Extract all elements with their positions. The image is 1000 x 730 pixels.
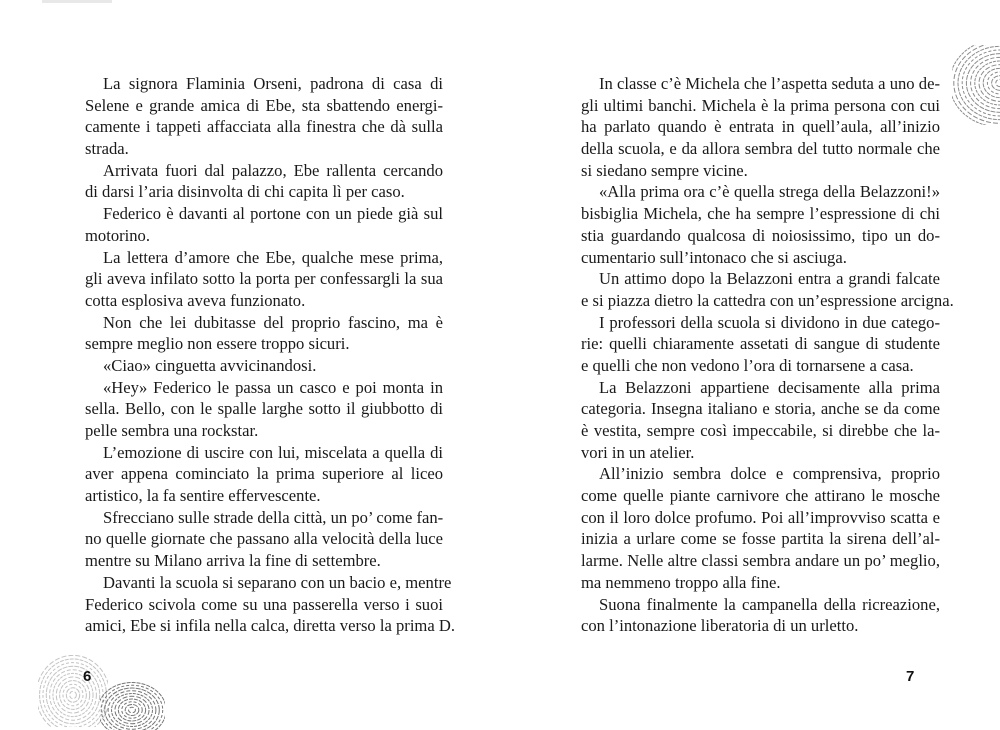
paragraph: [85, 355, 443, 377]
right-text-column: [581, 73, 940, 637]
text-line: sella. Bello, con le spalle larghe sotto il giubbotto di: [85, 398, 443, 420]
text-line: bisbiglia Michela, che ha sempre l’espressione di chi: [581, 203, 940, 225]
paragraph: [581, 312, 940, 377]
paragraph: [581, 463, 940, 593]
text-line: come quelle piante carnivore che attirano le mosche: [581, 485, 940, 507]
text-line: La Belazzoni appartiene decisamente alla prima: [581, 377, 940, 399]
text-line: categoria. Insegna italiano e storia, anche se da come: [581, 398, 940, 420]
paragraph: [85, 442, 443, 507]
text-line: L’emozione di uscire con lui, miscelata a quella di: [85, 442, 443, 464]
fingerprint-ridge: [996, 79, 1000, 86]
text-line: no quelle giornate che passano alla velocità della luce: [85, 528, 443, 550]
text-line: di darsi l’aria disinvolta di chi capita lì per caso.: [85, 181, 443, 203]
fingerprint-ridge: [112, 694, 153, 727]
left-page: [0, 0, 500, 725]
text-line: si siedano sempre vicine.: [581, 160, 940, 182]
fingerprint-icon: [38, 655, 108, 727]
text-line: «Hey» Federico le passa un casco e poi monta in: [85, 377, 443, 399]
text-line: «Alla prima ora c’è quella strega della Belazzoni!»: [581, 181, 940, 203]
text-line: All’inizio sembra dolce e comprensiva, proprio: [581, 463, 940, 485]
fingerprint-ridge: [70, 691, 77, 698]
text-line: «Ciao» cinguetta avvicinandosi.: [85, 355, 443, 377]
fingerprint-ridge: [125, 705, 139, 716]
text-line: La signora Flaminia Orseni, padrona di casa di: [85, 73, 443, 95]
text-line: larme. Nelle altre classi sembra andare un po’ meglio,: [581, 550, 940, 572]
text-line: gli aveva infilato sotto la porta per confessargli la sua: [85, 268, 443, 290]
text-line: sempre meglio non essere troppo sicuri.: [85, 333, 443, 355]
text-line: e quelli che non vedono l’ora di tornarsene a casa.: [581, 355, 940, 377]
paragraph: [581, 377, 940, 464]
text-line: Un attimo dopo la Belazzoni entra a grandi falcate: [581, 268, 940, 290]
text-line: gli ultimi banchi. Michela è la prima persona con cui: [581, 95, 940, 117]
paragraph: [85, 572, 443, 637]
text-line: camente i tappeti affacciata alla finestra che dà sulla: [85, 116, 443, 138]
text-line: vori in un atelier.: [581, 442, 940, 464]
text-line: ha parlato quando è entrata in quell’aula, all’inizio: [581, 116, 940, 138]
text-line: motorino.: [85, 225, 443, 247]
paragraph: [85, 247, 443, 312]
paragraph: [581, 594, 940, 637]
left-text-column: [85, 73, 443, 637]
text-line: è vestita, sempre così impeccabile, si direbbe che la-: [581, 420, 940, 442]
fingerprint-icon: [100, 680, 165, 730]
text-line: della scuola, e da allora sembra del tutto normale che: [581, 138, 940, 160]
fingerprint-ridge: [129, 707, 136, 713]
right-page: [500, 0, 1000, 725]
paragraph: [85, 377, 443, 442]
paragraph: [85, 507, 443, 572]
text-line: con il loro dolce profumo. Poi all’improvviso scatta e: [581, 507, 940, 529]
paragraph: [85, 160, 443, 203]
fingerprint-ridge: [118, 699, 145, 721]
text-line: Federico è davanti al portone con un piede già sul: [85, 203, 443, 225]
text-line: con l’intonazione liberatoria di un urletto.: [581, 615, 940, 637]
text-line: ma nemmeno troppo alla fine.: [581, 572, 940, 594]
text-line: cotta esplosiva aveva funzionato.: [85, 290, 443, 312]
text-line: inizia a urlare come se fosse partita la sirena dell’al-: [581, 528, 940, 550]
fingerprint-ridge: [987, 72, 1000, 94]
text-line: amici, Ebe si infila nella calca, diretta verso la prima D.: [85, 615, 443, 637]
text-line: I professori della scuola si dividono in due catego-: [581, 312, 940, 334]
text-line: Sfrecciano sulle strade della città, un po’ come fan-: [85, 507, 443, 529]
text-line: strada.: [85, 138, 443, 160]
paragraph: [85, 73, 443, 160]
text-line: pelle sembra una rockstar.: [85, 420, 443, 442]
page-number: 7: [906, 668, 914, 685]
fingerprint-icon: [952, 45, 1000, 125]
text-line: Selene e grande amica di Ebe, sta sbattendo energi-: [85, 95, 443, 117]
page-number: 6: [83, 668, 91, 685]
text-line: cumentario sull’intonaco che si asciuga.: [581, 247, 940, 269]
text-line: mentre su Milano arriva la fine di settembre.: [85, 550, 443, 572]
fingerprint-ridge: [115, 696, 149, 724]
paragraph: [85, 312, 443, 355]
text-line: e si piazza dietro la cattedra con un’espressione arcigna.: [581, 290, 940, 312]
fingerprint-ridge: [66, 688, 79, 702]
fingerprint-ridge: [979, 65, 1000, 102]
paragraph: [581, 181, 940, 268]
paragraph: [581, 268, 940, 311]
text-line: Suona finalmente la campanella della ricreazione,: [581, 594, 940, 616]
text-line: aver appena cominciato la prima superiore al liceo: [85, 463, 443, 485]
fingerprint-ridge: [46, 666, 99, 724]
text-line: stia guardando qualcosa di noiosissimo, tipo un do-: [581, 225, 940, 247]
paragraph: [581, 73, 940, 181]
text-line: In classe c’è Michela che l’aspetta seduta a uno de-: [581, 73, 940, 95]
text-line: Davanti la scuola si separano con un bacio e, mentre: [85, 572, 443, 594]
text-line: rie: quelli chiaramente assetati di sangue di studente: [581, 333, 940, 355]
text-line: Non che lei dubitasse del proprio fascino, ma è: [85, 312, 443, 334]
text-line: Federico scivola come su una passerella verso i suoi: [85, 594, 443, 616]
text-line: La lettera d’amore che Ebe, qualche mese prima,: [85, 247, 443, 269]
paragraph: [85, 203, 443, 246]
text-line: Arrivata fuori dal palazzo, Ebe rallenta cercando: [85, 160, 443, 182]
text-line: artistico, la fa sentire effervescente.: [85, 485, 443, 507]
fingerprint-ridge: [43, 663, 103, 727]
